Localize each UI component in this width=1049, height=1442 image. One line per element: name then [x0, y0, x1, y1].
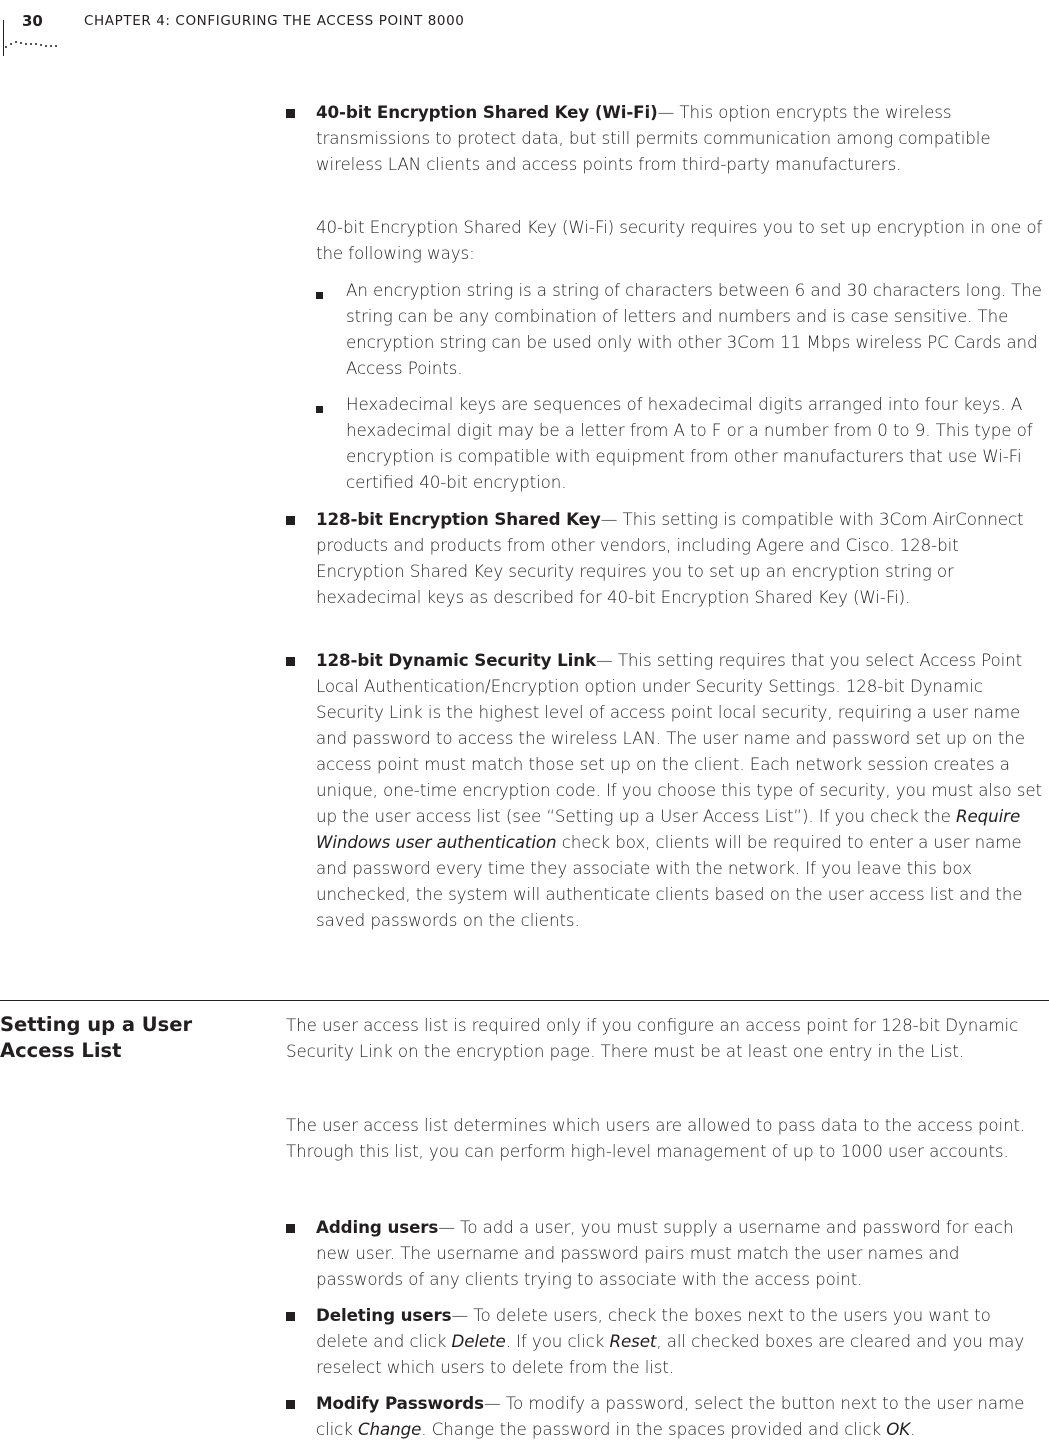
- emph-delete: Delete: [451, 1331, 506, 1351]
- list-item-deleting-users: [316, 1302, 1046, 1380]
- desc-dynamic-security-b: check box, clients will be required to enter a user name and password every time they associate with the network. If you leave this box unchecked, the system will authenticate clients based on the user access list and the saved passwords on the clients.: [316, 832, 1023, 930]
- term-adding-users: Adding users: [316, 1217, 439, 1237]
- running-head: CHAPTER 4: CONFIGURING THE ACCESS POINT 8000: [84, 13, 465, 29]
- bullet-marker: [286, 516, 295, 525]
- sub-bullet-marker: [316, 292, 323, 299]
- desc-modify-passwords-b: . Change the password in the spaces provided and click: [421, 1419, 887, 1439]
- term-dynamic-security: 128-bit Dynamic Security Link: [316, 650, 597, 670]
- section-divider: [0, 1000, 1049, 1001]
- emph-ok: OK: [886, 1419, 911, 1439]
- term-40bit: 40-bit Encryption Shared Key (Wi-Fi): [316, 102, 658, 122]
- sub-bullet-marker: [316, 406, 323, 413]
- paragraph-40bit-followup: 40-bit Encryption Shared Key (Wi-Fi) security requires you to set up encryption in one of the following ways:: [316, 217, 1043, 263]
- bullet-marker: [286, 657, 295, 666]
- emph-require-windows-auth: Require Windows user authentication: [316, 806, 1021, 852]
- sub-item-hex-keys: Hexadecimal keys are sequences of hexadecimal digits arranged into four keys. A hexadecimal digit may be a letter from A to F or a number from 0 to 9. This type of encryption is compatible with equipment from other manufacturers that use Wi-Fi certiﬁed 40-bit encryption.: [346, 394, 1033, 492]
- desc-deleting-users-b: . If you click: [505, 1331, 610, 1351]
- sub-item-encryption-string: An encryption string is a string of characters between 6 and 30 characters long. The string can be any combination of letters and numbers and is case sensitive. The encryption string can be used only with other 3Com 11 Mbps wireless PC Cards and Access Points.: [346, 280, 1042, 378]
- desc-modify-passwords-c: .: [910, 1419, 916, 1439]
- desc-deleting-users-c: , all checked boxes are cleared and you may reselect which users to delete from the list.: [316, 1331, 1025, 1377]
- corner-dots-ornament: [4, 38, 60, 50]
- emph-change: Change: [358, 1419, 422, 1439]
- bullet-marker: [286, 109, 295, 118]
- section-heading: Setting up a User Access List: [0, 1013, 193, 1062]
- list-item-dynamic-security: [316, 647, 1046, 933]
- list-item-adding-users: [316, 1214, 1046, 1292]
- desc-modify-passwords-a: — To modify a password, select the button next to the user name click: [316, 1393, 1025, 1439]
- term-deleting-users: Deleting users: [316, 1305, 452, 1325]
- list-item-40bit: [316, 99, 1044, 177]
- desc-128bit: — This setting is compatible with 3Com AirConnect products and products from other vendors, including Agere and Cisco. 128-bit Encryption Shared Key security requires you to set up an encryption string or hexadecimal keys as described for 40-bit Encryption Shared Key (Wi-Fi).: [316, 509, 1024, 607]
- bullet-marker: [286, 1400, 295, 1409]
- desc-adding-users: — To add a user, you must supply a username and password for each new user. The username and password pairs must match the user names and passwords of any clients trying to associate with the access point.: [316, 1217, 1014, 1289]
- bullet-marker: [286, 1224, 295, 1233]
- desc-deleting-users-a: — To delete users, check the boxes next to the users you want to delete and click: [316, 1305, 991, 1351]
- term-modify-passwords: Modify Passwords: [316, 1393, 484, 1413]
- desc-40bit: — This option encrypts the wireless transmissions to protect data, but still permits communication among compatible wireless LAN clients and access points from third-party manufacturers.: [316, 102, 991, 174]
- term-128bit: 128-bit Encryption Shared Key: [316, 509, 601, 529]
- section-paragraph-1: The user access list is required only if you conﬁgure an access point for 128-bit Dynamic Security Link on the encryption page. There must be at least one entry in the List.: [286, 1015, 1019, 1061]
- bullet-marker: [286, 1312, 295, 1321]
- list-item-128bit: [316, 506, 1046, 610]
- desc-dynamic-security-a: — This setting requires that you select Access Point Local Authentication/Encryption option under Security Settings. 128-bit Dynamic Security Link is the highest level of access point local security, requiring a user name and password to access the wireless LAN. The user name and password set up on the access point must match those set up on the client. Each network session creates a unique, one-time encryption code. If you choose this type of security, you must also set up the user access list (see “Setting up a User Access List”). If you check the: [316, 650, 1042, 826]
- page-number: 30: [22, 12, 43, 30]
- list-item-modify-passwords: [316, 1390, 1046, 1442]
- emph-reset: Reset: [609, 1331, 657, 1351]
- section-paragraph-2: The user access list determines which users are allowed to pass data to the access point. Through this list, you can perform high-level management of up to 1000 user accounts.: [286, 1115, 1026, 1161]
